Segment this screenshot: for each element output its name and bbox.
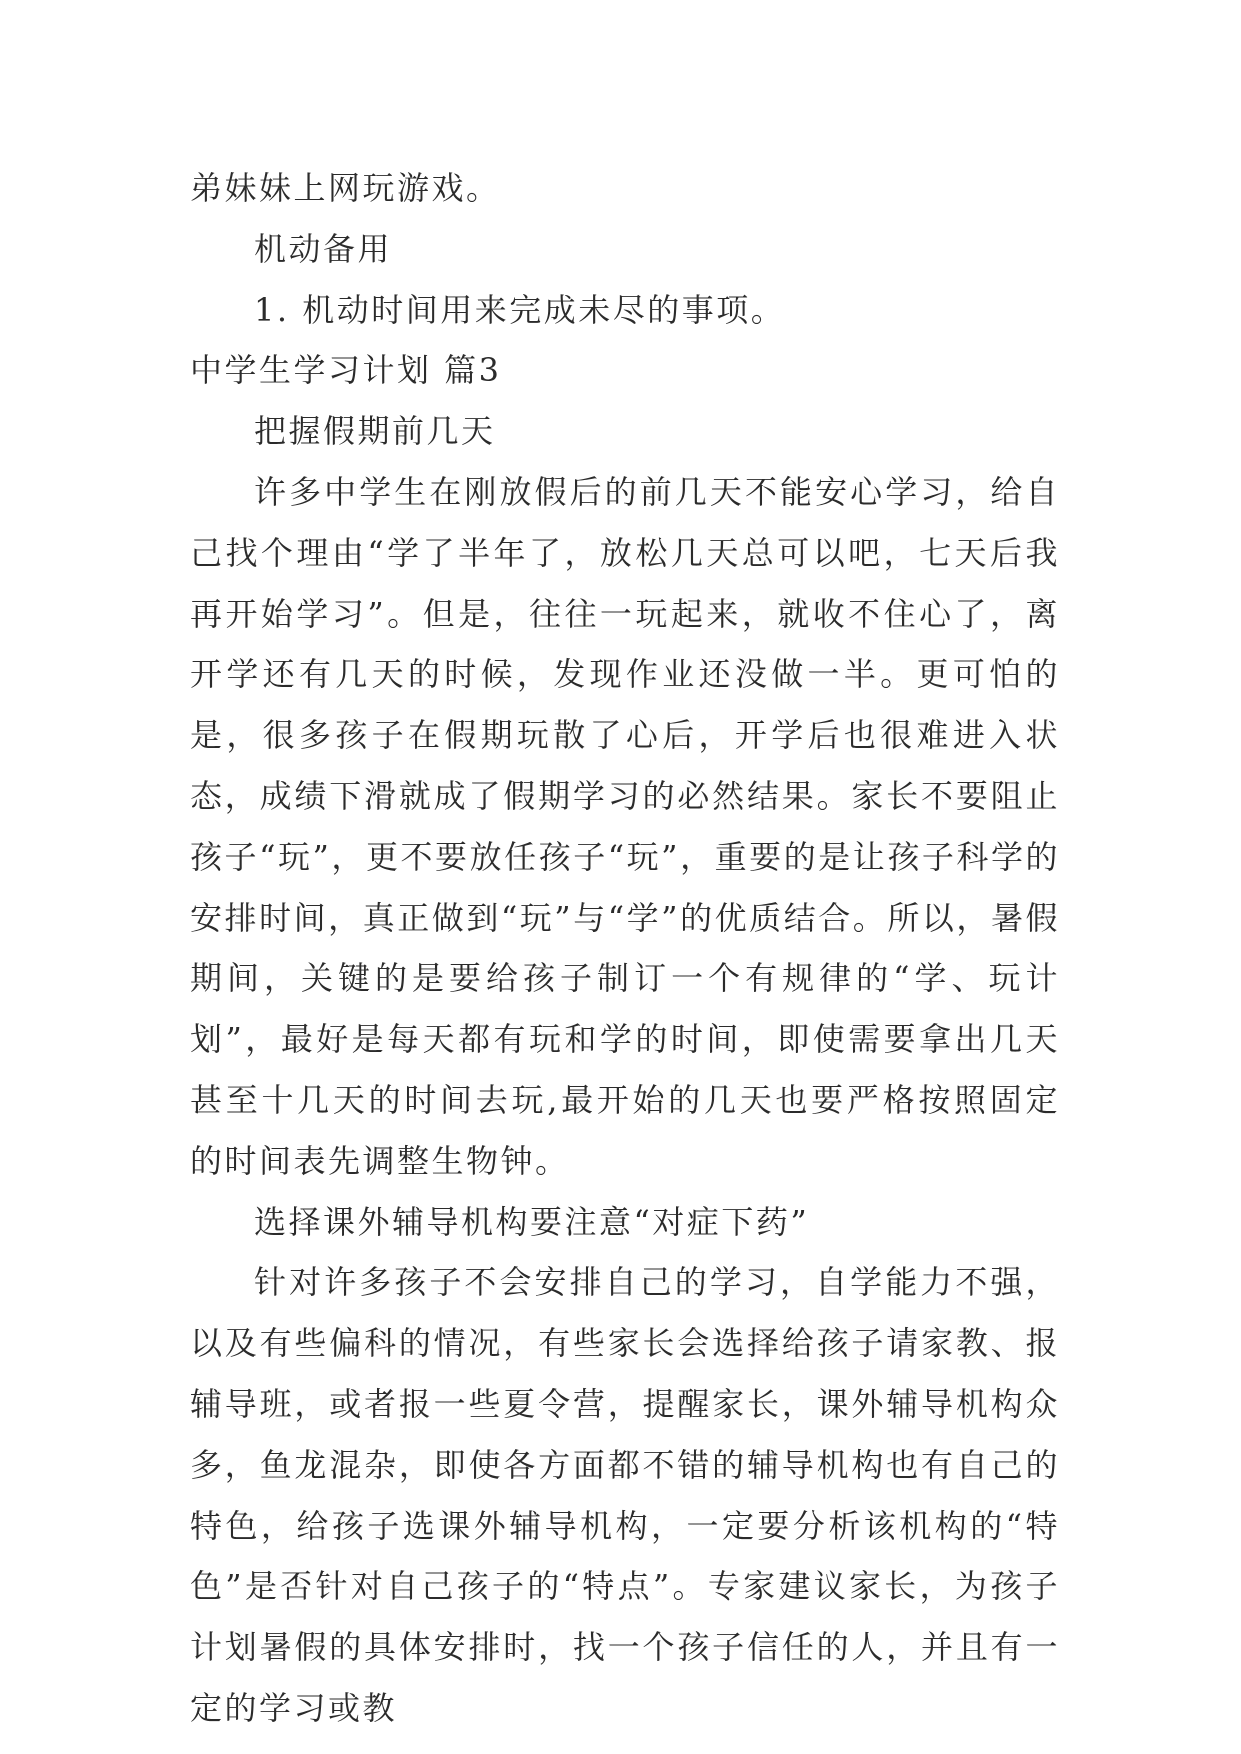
section-title: 中学生学习计划 篇3 [190,351,502,390]
paragraph-tutoring: 针对许多孩子不会安排自己的学习，自学能力不强，以及有些偏科的情况，有些家长会选择给孩子请家教、报辅导班，或者报一些夏令营，提醒家长，课外辅导机构众多，鱼龙混杂，即使各方面都不错的辅导机构也有自己的特色，给孩子选课外辅导机构，一定要分析该机构的“特色”是否针对自己孩子的“特点”。专家建议家长，为孩子计划暑假的具体安排时，找一个孩子信任的人，并且有一定的学习或教 [190,1263,1060,1727]
subheading-mobile-reserve: 机动备用 [254,229,393,268]
document-body [190,158,1060,1739]
list-item: 1. 机动时间用来完成未尽的事项。 [254,290,786,329]
subheading-first-days: 把握假期前几天 [254,412,496,451]
paragraph-first-days: 许多中学生在刚放假后的前几天不能安心学习，给自己找个理由“学了半年了，放松几天总可以吧，七天后我再开始学习”。但是，往往一玩起来，就收不住心了，离开学还有几天的时候，发现作业还没做一半。更可怕的是，很多孩子在假期玩散了心后，开学后也很难进入状态，成绩下滑就成了假期学习的必然结果。家长不要阻止孩子“玩”，更不要放任孩子“玩”，重要的是让孩子科学的安排时间，真正做到“玩”与“学”的优质结合。所以，暑假期间，关键的是要给孩子制订一个有规律的“学、玩计划”，最好是每天都有玩和学的时间，即使需要拿出几天甚至十几天的时间去玩,最开始的几天也要严格按照固定的时间表先调整生物钟。 [190,472,1060,1180]
subheading-tutoring: 选择课外辅导机构要注意“对症下药” [254,1202,810,1241]
continuation-line: 弟妹妹上网玩游戏。 [190,169,501,207]
